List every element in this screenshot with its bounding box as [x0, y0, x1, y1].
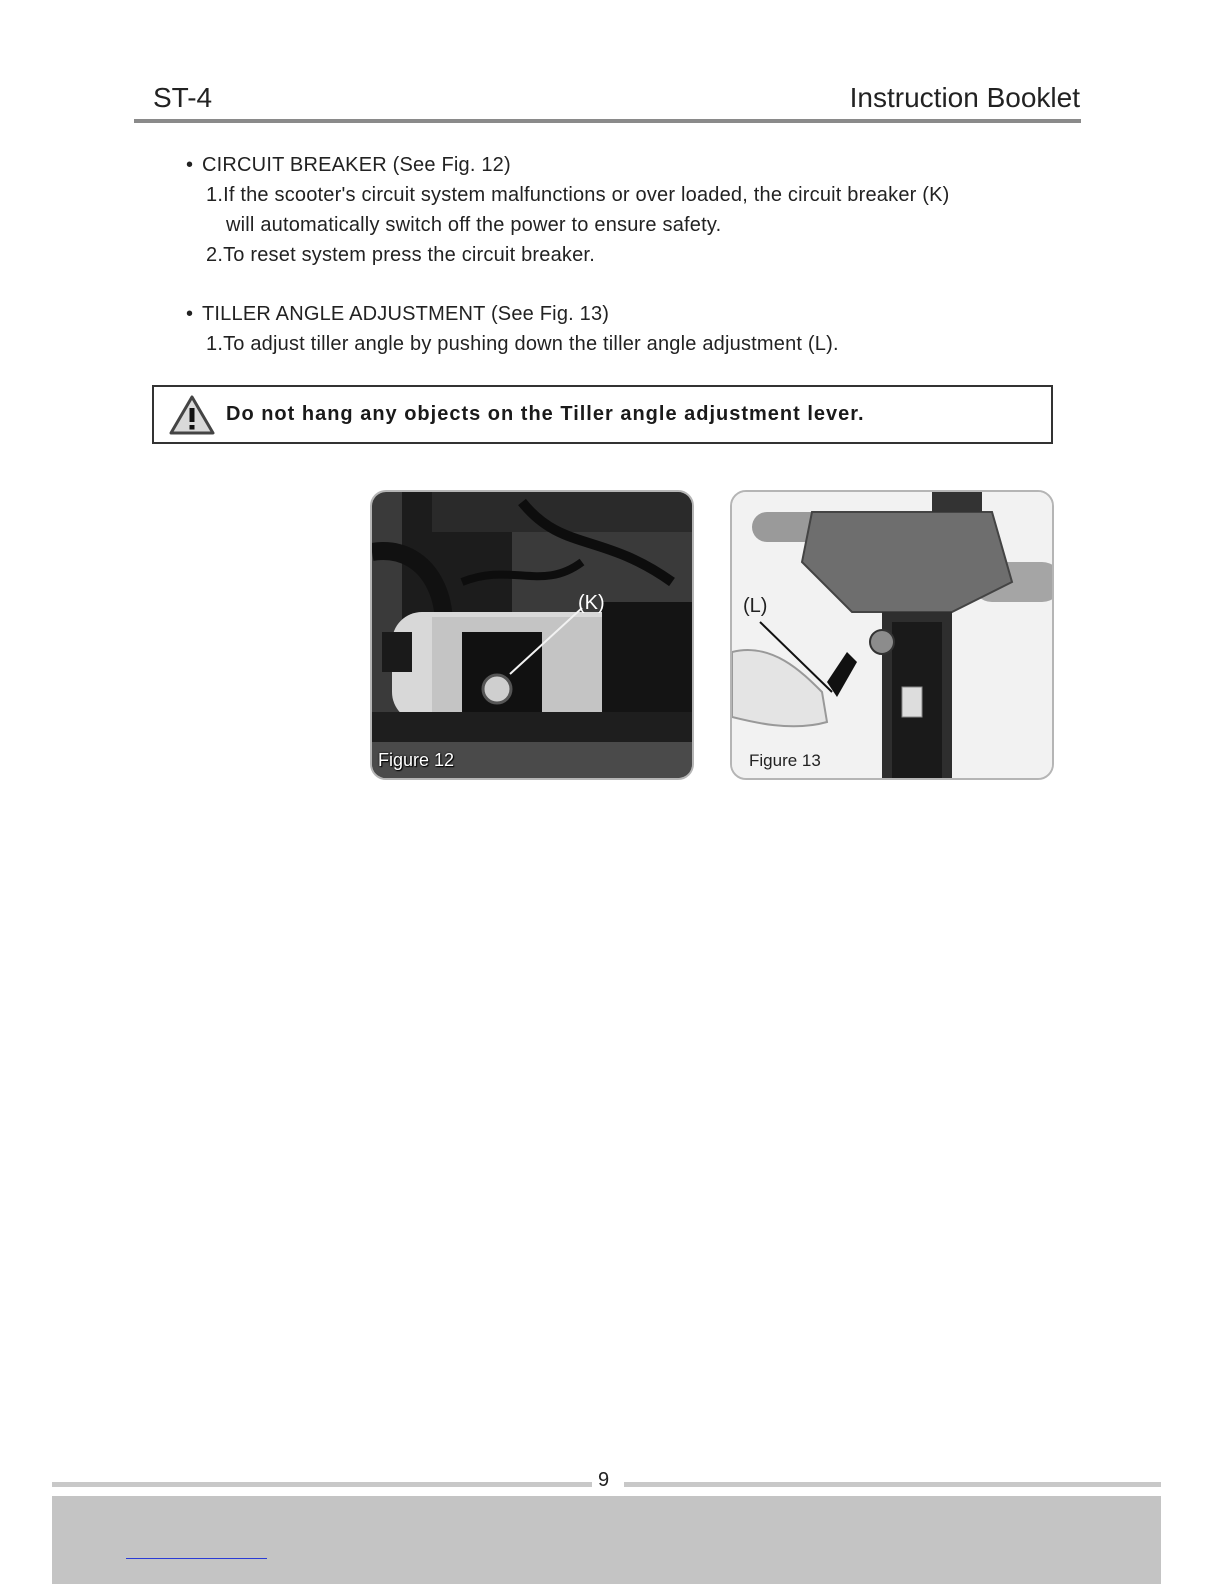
- bullet: •: [186, 303, 194, 325]
- callout-k-label: (K): [578, 592, 605, 614]
- footer-link-underline[interactable]: [126, 1558, 267, 1559]
- warning-box: [152, 385, 1053, 444]
- callout-l-label: (L): [743, 595, 768, 617]
- instruction-line: will automatically switch off the power to ensure safety.: [226, 214, 722, 236]
- section-title: [186, 299, 839, 329]
- bullet: •: [186, 154, 194, 176]
- circuit-breaker-section: [186, 150, 950, 270]
- document-title: Instruction Booklet: [849, 82, 1080, 113]
- instruction-line: 1.If the scooter's circuit system malfunctions or over loaded, the circuit breaker (K): [206, 184, 950, 206]
- page-number: 9: [598, 1469, 610, 1491]
- warning-triangle-icon: [168, 394, 216, 436]
- circuit-breaker-illustration: [372, 492, 692, 778]
- footer-band: [52, 1496, 1161, 1584]
- instruction-line: 2.To reset system press the circuit breaker.: [206, 244, 595, 266]
- figure-13-photo: [730, 490, 1054, 780]
- figure-13-caption: Figure 13: [749, 751, 821, 770]
- model-name: ST-4: [153, 82, 213, 113]
- header-divider: [134, 119, 1081, 123]
- section-heading: CIRCUIT BREAKER (See Fig. 12): [202, 154, 511, 176]
- footer-divider-right: [624, 1482, 1161, 1487]
- section-heading: TILLER ANGLE ADJUSTMENT (See Fig. 13): [202, 303, 610, 325]
- footer-divider-left: [52, 1482, 592, 1487]
- instruction-line: 1.To adjust tiller angle by pushing down the tiller angle adjustment (L).: [206, 333, 839, 355]
- section-title: [186, 150, 950, 180]
- figure-12-caption: Figure 12: [378, 750, 455, 770]
- tiller-lever-illustration: [732, 492, 1052, 778]
- warning-text: Do not hang any objects on the Tiller angle adjustment lever.: [226, 403, 865, 425]
- figure-12-photo: [370, 490, 694, 780]
- tiller-angle-section: [186, 299, 839, 359]
